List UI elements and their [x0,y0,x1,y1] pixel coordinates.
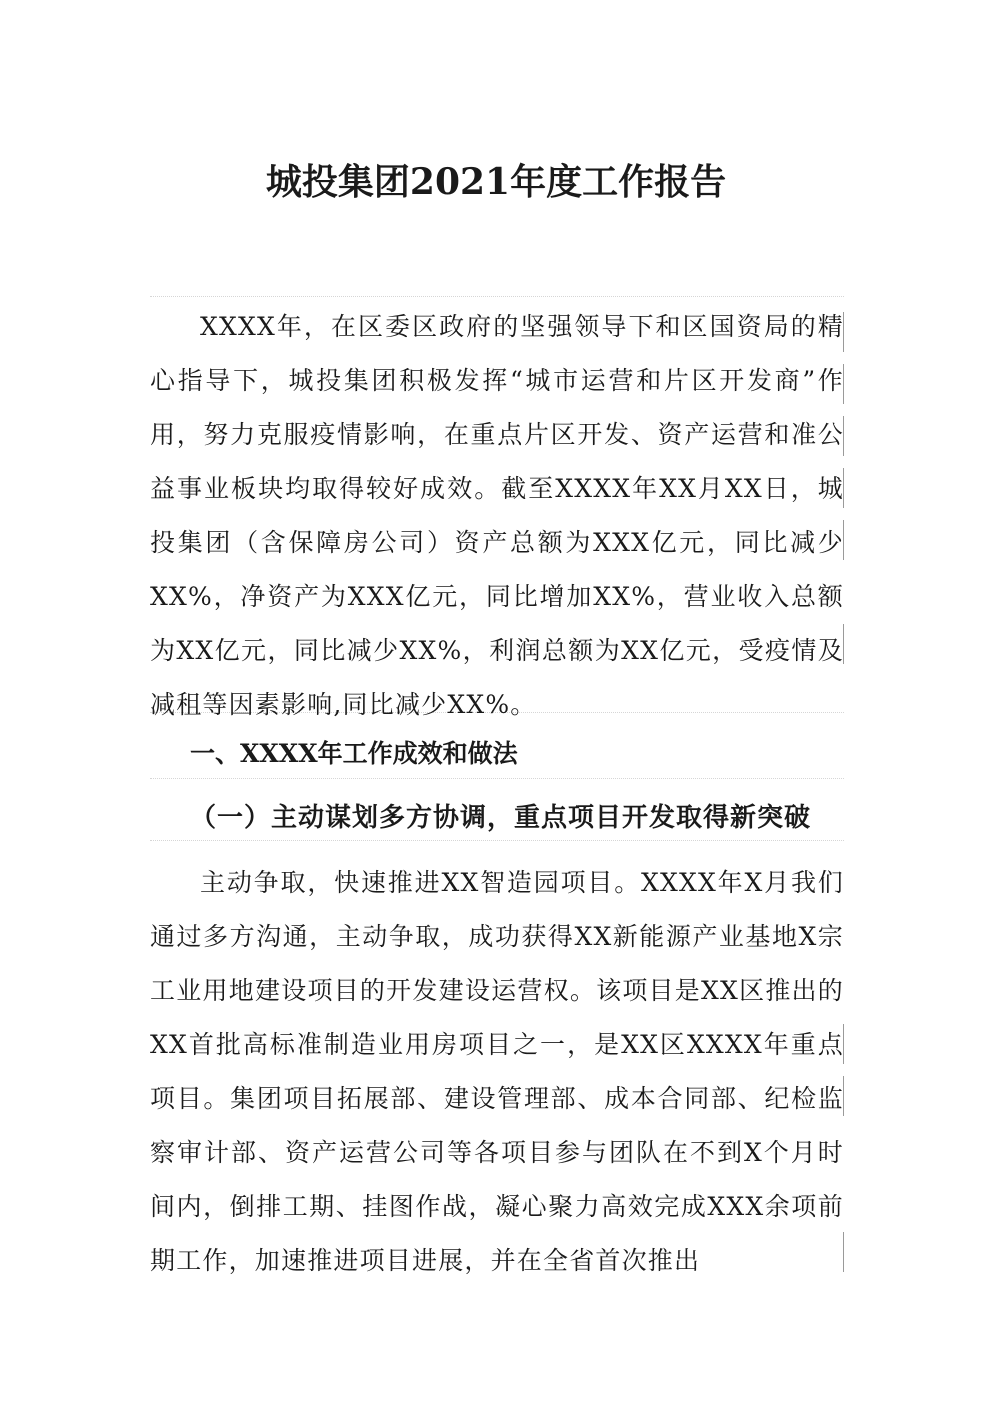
text-boundary-top [150,296,844,297]
body-block [150,856,844,1288]
document-title: 城投集团2021年度工作报告 [265,161,727,203]
subsection-heading-block [150,791,844,845]
intro-block [150,300,844,732]
subsection-heading: （一）主动谋划多方协调，重点项目开发取得新突破 [190,803,812,833]
section-heading: 一、XXXX年工作成效和做法 [190,739,518,768]
body-paragraph: 主动争取，快速推进XX智造园项目。XXXX年X月我们通过多方沟通，主动争取，成功获得XX新能源产业基地X宗工业用地建设项目的开发建设运营权。该项目是XX区推出的XX首批高标准制造业用房项目之一，是XX区XXXX年重点项目。集团项目拓展部、建设管理部、成本合同部、纪检监察审计部、资产运营公司等各项目参与团队在不到X个月时间内，倒排工期、挂图作战，凝心聚力高效完成XXX余项前期工作，加速推进项目进展，并在全省首次推出 [150,868,844,1275]
intro-paragraph: XXXX年，在区委区政府的坚强领导下和区国资局的精心指导下，城投集团积极发挥“城市运营和片区开发商”作用，努力克服疫情影响，在重点片区开发、资产运营和准公益事业板块均取得较好成效。截至XXXX年XX月XX日，城投集团（含保障房公司）资产总额为XXX亿元，同比减少XX%，净资产为XXX亿元，同比增加XX%，营业收入总额为XX亿元，同比减少XX%，利润总额为XX亿元，受疫情及减租等因素影响,同比减少XX%。 [150,312,844,719]
section-heading-block [150,727,844,781]
